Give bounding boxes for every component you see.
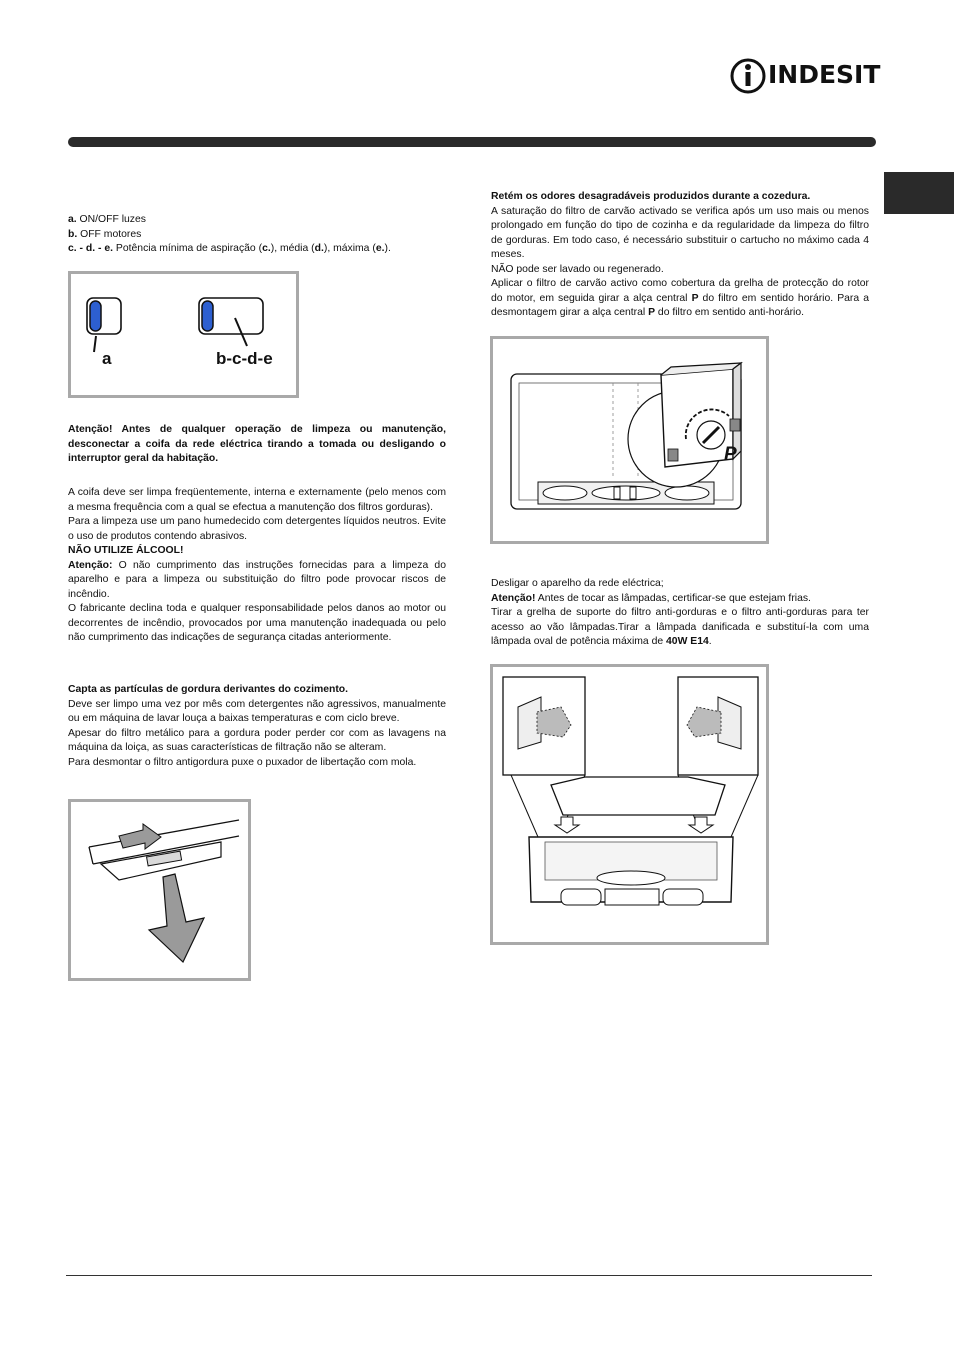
controls-figure [68, 271, 299, 398]
grease-filter-figure [68, 799, 251, 981]
lock-icon [668, 449, 678, 461]
filter-grid [551, 777, 725, 815]
lamps-section: Desligar o aparelho da rede eléctrica; Atenção! Antes de tocar as lâmpadas, certificar-se que estejam frias. Tirar a grelha de suporte do filtro anti-gorduras e o filtro anti-gorduras para ter acesso ao vão lâmpadas.Tirar a lâmpada danificada e substituí-la com uma lâmpada oval de potência máxima de 40W E14. [491, 578, 869, 647]
lamp-left [561, 889, 601, 905]
brand-name: INDESIT [768, 60, 881, 89]
controls-legend: a. ON/OFF luzes b. OFF motores c. - d. - e. Potência mínima de aspiração (c.), média (d.), máxima (e.). [68, 214, 391, 254]
switch-a-light [90, 301, 101, 331]
warning-text: Atenção! Antes de qualquer operação de limpeza ou manutenção, desconectar a coifa da rede eléctrica tirando a tomada ou desligando o interruptor geral da habitação. [68, 424, 446, 464]
lamps-figure [490, 664, 769, 945]
lamp-right [663, 889, 703, 905]
brand-logo [730, 56, 881, 96]
fig-label-a: a [102, 349, 112, 368]
pull-arrow-icon [149, 874, 204, 962]
down-arrow-right-icon [689, 817, 713, 833]
down-arrow-left-icon [555, 817, 579, 833]
knob-label-p: P [724, 444, 737, 465]
language-tab [884, 172, 954, 214]
fig-label-bcde: b-c-d-e [216, 349, 273, 368]
brand-logo-icon [730, 56, 766, 96]
grease-filter-section: Capta as partículas de gordura derivantes do cozimento. Deve ser limpo uma vez por mês com detergentes não agressivos, manualmente ou em máquina de lavar louça a baixas temperaturas e com ciclo breve. Apesar do filtro metálico para a gordura poder perder cor com as lavagens na máquina da loiça, as suas características de filtração não se alteram. Para desmontar o filtro antigordura puxe o puxador de libertação com mola. [68, 684, 446, 768]
unlock-icon [730, 419, 740, 431]
header-divider [68, 137, 876, 147]
push-arrow-icon [119, 824, 161, 849]
cleaning-section: A coifa deve ser limpa freqüentemente, interna e externamente (pelo menos com a mesma frequência com a qual se efectua a manutenção dos filtros gorduras). Para a limpeza use um pano humedecido com detergentes líquidos neutros. Evite o uso de produtos contendo abrasivos. NÃO UTILIZE ÁLCOOL! Atenção: O não cumprimento das instruções fornecidas para a limpeza do aparelho e para a limpeza ou substituição do filtro pode provocar riscos de incêndio. O fabricante declina toda e qualquer responsabilidade pelos danos ao motor ou decorrentes de incêndio, provocados por uma manutenção inadequada ou pelo não cumprimento das indicações de segurança citadas anteriormente. [68, 487, 446, 643]
footer-divider [66, 1275, 872, 1276]
carbon-filter-figure [490, 336, 769, 544]
switch-motors-light [202, 301, 213, 331]
carbon-filter-section: Retém os odores desagradáveis produzidos durante a cozedura. A saturação do filtro de carvão activado se verifica após um uso mais ou menos prolongado em função do tipo de cozinha e da regularidade da limpeza do filtro de gorduras. Em todo caso, é necessário substituir o cartucho no máximo cada 4 meses. NÃO pode ser lavado ou regenerado. Aplicar o filtro de carvão activo como cobertura da grelha de protecção do rotor do motor, em seguida girar a alça central P do filtro em sentido horário. Para a desmontagem girar a alça central P do filtro em sentido anti-horário. [491, 191, 870, 318]
